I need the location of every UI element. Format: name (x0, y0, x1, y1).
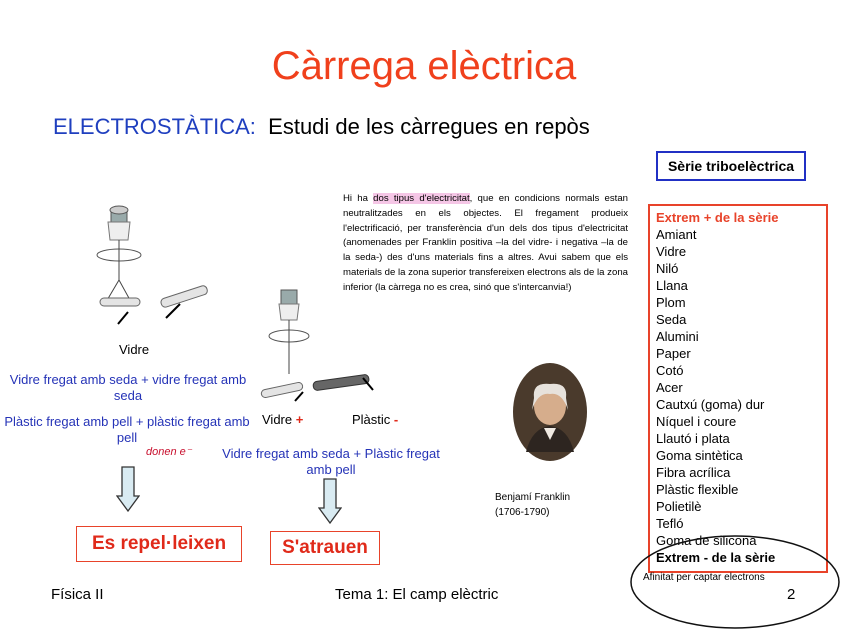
franklin-years: (1706-1790) (495, 507, 550, 518)
series-item: Vidre (656, 244, 687, 259)
vidre-plastic-text: Vidre fregat amb seda + Plàstic fregat amb pell (222, 446, 440, 477)
para-highlight: dos tipus d'electricitat (373, 193, 470, 204)
holder-icon (281, 290, 297, 304)
series-item: Llautó i plata (656, 431, 730, 446)
serie-title-box: Sèrie triboelèctrica (656, 151, 806, 181)
vidre-plastic-figure (255, 286, 385, 406)
series-item: Plàstic flexible (656, 482, 739, 497)
plus-sign: + (295, 412, 304, 427)
series-top-label: Extrem + de la sèrie (656, 210, 779, 225)
para-before: Hi ha (343, 193, 374, 204)
footer-course: Física II (51, 586, 104, 603)
series-item: Plom (656, 295, 686, 310)
series-item: Niló (656, 261, 679, 276)
series-item: Cotó (656, 363, 684, 378)
plastic-rod-icon (313, 374, 370, 391)
donen-annotation: donen e⁻ (146, 446, 192, 458)
slide-subtitle (53, 114, 590, 140)
series-item: Níquel i coure (656, 414, 737, 429)
subtitle-prefix: ELECTROSTÀTICA: (53, 114, 256, 139)
glass-rod-icon (100, 298, 140, 306)
vidre-sign-label (262, 412, 303, 427)
series-item: Alumini (656, 329, 699, 344)
series-item: Polietilè (656, 499, 702, 514)
series-item: Paper (656, 346, 691, 361)
attract-result-box: S'atrauen (270, 531, 380, 565)
glass-rod-icon (160, 285, 208, 308)
down-arrow-icon (318, 478, 342, 524)
page-number: 2 (787, 586, 796, 603)
plastic-sign-label (352, 412, 398, 427)
subtitle-text: Estudi de les càrregues en repòs (268, 114, 590, 139)
down-arrow-icon (116, 466, 140, 512)
affinity-label: Afinitat per captar electrons (643, 572, 765, 583)
series-item: Fibra acrílica (656, 465, 731, 480)
franklin-name: Benjamí Franklin (495, 492, 571, 503)
series-item: Seda (656, 312, 687, 327)
footer-topic: Tema 1: El camp elèctric (335, 586, 499, 603)
series-item: Llana (656, 278, 688, 293)
minus-sign: - (393, 412, 399, 427)
explanation-paragraph (343, 192, 628, 296)
vidre-sign-text: Vidre (262, 412, 293, 427)
series-item: Tefló (656, 516, 684, 531)
vidre-pendulum-figure (88, 200, 228, 340)
slide-title: Càrrega elèctrica (271, 44, 577, 88)
series-item: Goma sintètica (656, 448, 743, 463)
series-bottom-label: Extrem - de la sèrie (656, 550, 776, 565)
franklin-portrait (512, 362, 588, 462)
plastic-pell-text: Plàstic fregat amb pell + plàstic fregat amb pell (4, 414, 250, 445)
plastic-sign-text: Plàstic (352, 412, 391, 427)
vidre-seda-text: Vidre fregat amb seda + vidre fregat amb seda (9, 372, 247, 403)
franklin-caption (495, 490, 570, 520)
series-item: Amiant (656, 227, 697, 242)
series-item: Acer (656, 380, 683, 395)
series-item: Cautxú (goma) dur (656, 397, 765, 412)
para-after: , que en condicions normals estan neutralitzades en els objectes. El fregament produeix l'electrificació, per transferència d'un dels dos tipus d'electricitat (anomenades per Franklin positiva –la del vidre- i negativa –la de la seda-) des d'uns materials fins a altres. Avui sabem que els materials de la zona superior transfereixen electrons als de la zona inferior (la càrrega no es crea, sinó que s'intercanvia!) (343, 193, 628, 293)
glass-rod-icon (261, 382, 304, 399)
series-item: Goma de silicona (656, 533, 757, 548)
repel-result-box: Es repel·leixen (76, 526, 242, 562)
vidre-label: Vidre (119, 342, 150, 357)
triboelectric-series-box (648, 204, 828, 573)
